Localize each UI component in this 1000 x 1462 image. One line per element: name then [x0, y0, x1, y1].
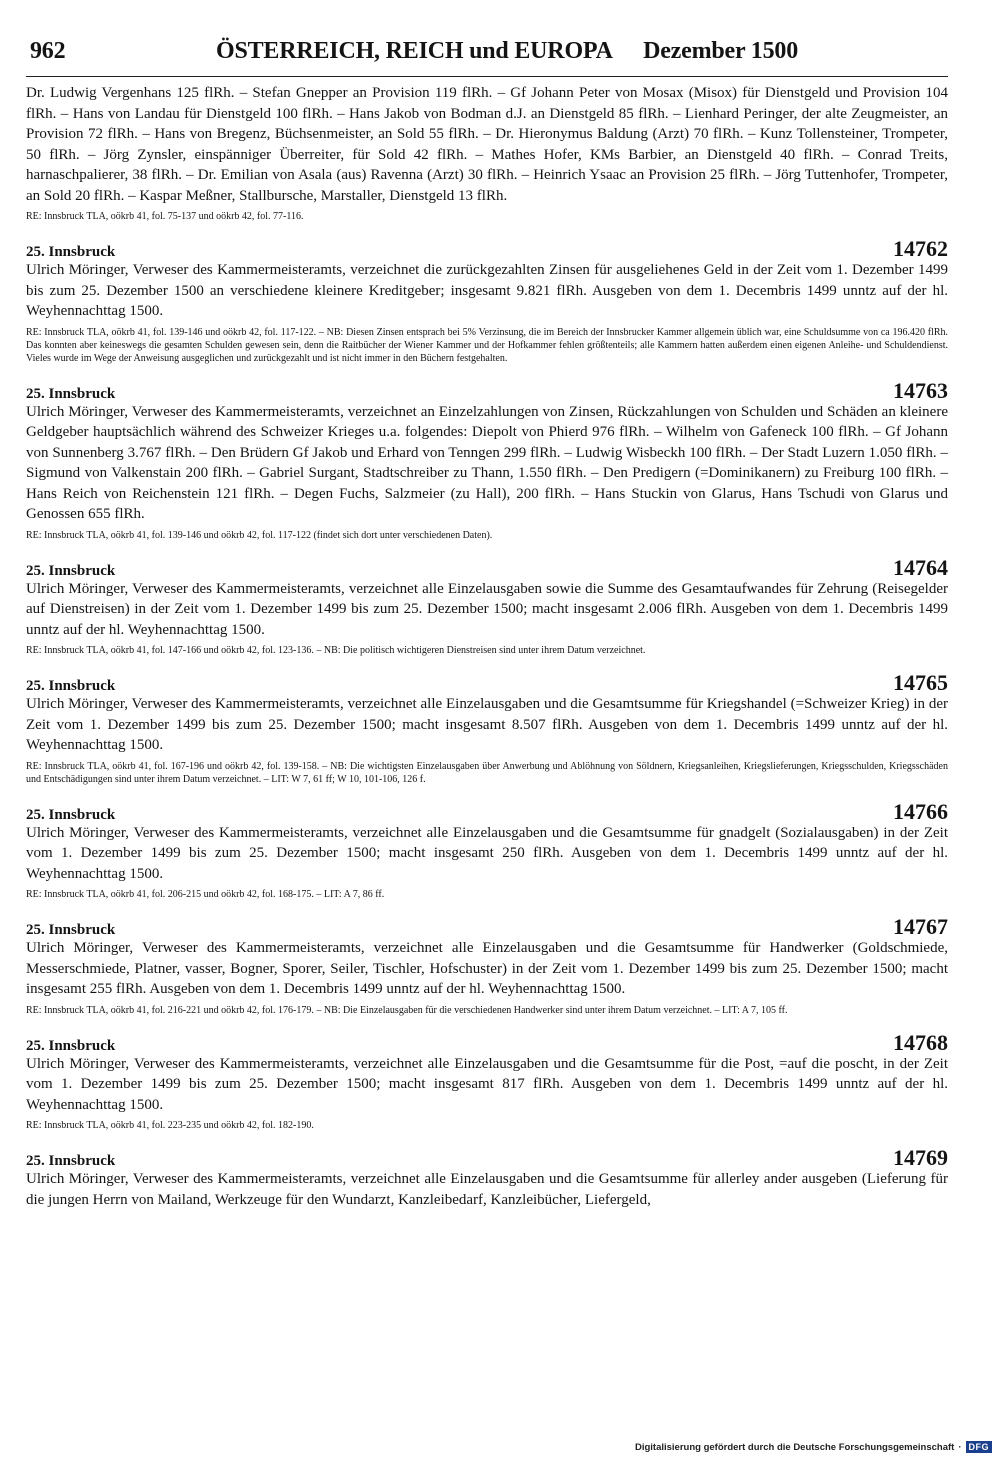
entry-reference: RE: Innsbruck TLA, oökrb 41, fol. 139-146 und oökrb 42, fol. 117-122. – NB: Diesen Zinsen entsprach bei 5% Verzinsung, die im Bereich der Innsbrucker Kammer allgemein üblich war, eine Schuldsumme von ca 196.420 flRh. Das konnten aber keineswegs die gesamten Schulden gewesen sein, denn die Raitbücher der Wiener Kammer und der Hofkammer fehlen größtenteils; alle Kammern hatten außerdem einen eigenen Anleihe- und Schuldendienst. Vieles wurde im Wege der Anweisung ausgeglichen und zurückgezahlt und ist nicht immer in den Büchern festgehalten.	[26, 326, 948, 364]
entry-head	[26, 555, 948, 579]
entry-head	[26, 236, 948, 260]
entry-reference: RE: Innsbruck TLA, oökrb 41, fol. 206-215 und oökrb 42, fol. 168-175. – LIT: A 7, 86 ff.	[26, 889, 385, 900]
entry-location: 25. Innsbruck	[26, 922, 116, 938]
entry-reference: RE: Innsbruck TLA, oökrb 41, fol. 223-235 und oökrb 42, fol. 182-190.	[26, 1120, 314, 1131]
entry-text: Ulrich Möringer, Verweser des Kammermeisteramts, verzeichnet alle Einzelausgaben sowie die Summe des Gesamtaufwandes für Zehrung (Reisegelder auf Dienstreisen) in der Zeit vom 1. Dezember 1499 bis zum 25. Dezember 1500; macht insgesamt 2.006 flRh. Ausgeben von dem 1. Decembris 1499 unntz auf der hl. Weyhennachttag 1500.	[26, 580, 948, 638]
entry-location: 25. Innsbruck	[26, 244, 116, 260]
funding-footer: Digitalisierung gefördert durch die Deutsche Forschungsgemeinschaft · DFG	[635, 1441, 992, 1453]
entry-reference: RE: Innsbruck TLA, oökrb 41, fol. 216-221 und oökrb 42, fol. 176-179. – NB: Die Einzelausgaben für die verschiedenen Handwerker sind unter ihrem Datum verzeichnet. – LIT: A 7, 105 ff.	[26, 1004, 788, 1016]
entry-text: Ulrich Möringer, Verweser des Kammermeisteramts, verzeichnet alle Einzelausgaben und die Gesamtsumme für Kriegshandel (=Schweizer Krieg) in der Zeit vom 1. Dezember 1499 bis zum 25. Dezember 1500; macht insgesamt 8.507 flRh. Ausgeben von dem 1. Decembris 1499 unntz auf der hl. Weyhennachttag 1500.	[26, 696, 948, 753]
intro-text: Dr. Ludwig Vergenhans 125 flRh. – Stefan Gnepper an Provision 119 flRh. – Gf Johann Peter von Mosax (Misox) für Dienstgeld und Provision 104 flRh. – Hans von Landau für Dienstgeld 100 flRh. – Hans Jakob von Bodman d.J. an Dienstgeld 85 flRh. – Lienhard Peringer, der alte Zeugmeister, an Provision 72 flRh. – Hans von Bregenz, Büchsenmeister, an Sold 55 flRh. – Dr. Hieronymus Baldung (Arzt) 70 flRh. – Kunz Tollensteiner, Trompeter, 50 flRh. – Jörg Zynsler, einspänniger Überreiter, für Sold 42 flRh. – Mathes Hofer, KMs Barbier, an Dienstgeld 40 flRh. – Conrad Treits, harnaschpalierer, 38 flRh. – Dr. Emilian von Asala (aus) Ravenna (Arzt) 30 flRh. – Heinrich Ysaac an Provision 25 flRh. – Jörg Tuttenhofer, Trompeter, an Sold 20 flRh. – Kaspar Meßner, Stallbursche, Marstaller, Dienstgeld 13 flRh.	[26, 85, 948, 204]
document-page	[26, 26, 948, 1210]
entry-reference: RE: Innsbruck TLA, oökrb 41, fol. 147-166 und oökrb 42, fol. 123-136. – NB: Die politisch wichtigeren Dienstreisen sind unter ihrem Datum verzeichnet.	[26, 645, 646, 656]
entry-14764	[26, 555, 948, 658]
entry-location: 25. Innsbruck	[26, 385, 116, 402]
entry-head	[26, 799, 948, 823]
entry-14763	[26, 378, 948, 542]
entry-14765	[26, 670, 948, 786]
entry-text: Ulrich Möringer, Verweser des Kammermeisteramts, verzeichnet alle Einzelausgaben und die Gesamtsumme für allerley ander ausgeben (Lieferung für die jungen Herrn von Mailand, Werkzeuge für den Wundarzt, Kanzleibedarf, Kanzleibücher, Liefergeld,	[26, 1171, 948, 1208]
page-header	[26, 26, 948, 77]
entry-number: 14767	[893, 914, 948, 939]
entry-location: 25. Innsbruck	[26, 1037, 116, 1054]
entry-number: 14762	[893, 236, 948, 261]
entry-text: Ulrich Möringer, Verweser des Kammermeisteramts, verzeichnet die zurückgezahlten Zinsen für ausgeliehenes Geld in der Zeit vom 1. Dezember 1499 bis zum 25. Dezember 1500 an verschiedene kleinere Kreditgeber; insgesamt 9.821 flRh. Ausgeben von dem 1. Decembris 1499 unntz auf der hl. Weyhennachttag 1500.	[26, 262, 948, 319]
entry-text: Ulrich Möringer, Verweser des Kammermeisteramts, verzeichnet alle Einzelausgaben und die Gesamtsumme für gnadgelt (Sozialausgaben) in der Zeit vom 1. Dezember 1499 bis zum 25. Dezember 1500; macht insgesamt 250 flRh. Ausgeben von dem 1. Decembris 1499 unntz auf der hl. Weyhennachttag 1500.	[26, 824, 948, 882]
entry-text: Ulrich Möringer, Verweser des Kammermeisteramts, verzeichnet alle Einzelausgaben und die Gesamtsumme für die Post, =auf die poscht, in der Zeit vom 1. Dezember 1499 bis zum 25. Dezember 1500; macht insgesamt 817 flRh. Ausgeben von dem 1. Decembris 1499 unntz auf der hl. Weyhennachttag 1500.	[26, 1055, 948, 1113]
entry-text: Ulrich Möringer, Verweser des Kammermeisteramts, verzeichnet alle Einzelausgaben und die Gesamtsumme für Handwerker (Goldschmiede, Messerschmiede, Platner, vasser, Bogner, Sporer, Seiler, Tischler, Hofschuster) in der Zeit vom 1. Dezember 1499 bis zum 25. Dezember 1500; macht insgesamt 255 flRh. Ausgeben von dem 1. Decembris 1499 unntz auf der hl. Weyhennachttag 1500.	[26, 940, 948, 997]
entry-head	[26, 1145, 948, 1169]
entry-number: 14763	[893, 377, 948, 403]
entry-text: Ulrich Möringer, Verweser des Kammermeisteramts, verzeichnet an Einzelzahlungen von Zinsen, Rückzahlungen von Schulden und Schäden an kleinere Geldgeber hauptsächlich während des Schweizer Krieges u.a. folgendes: Diepolt von Phierd 976 flRh. – Wilhelm von Gafeneck 100 flRh. – Gf Johann von Sunnenberg 3.767 flRh. – Den Brüdern Gf Jakob und Erhard von Tenngen 299 flRh. – Ludwig Wisbeckh 100 flRh. – Der Stadt Luzern 1.050 flRh. – Sigmund von Valkenstain 200 flRh. – Gabriel Surgant, Stadtschreiber zu Thann, 1.550 flRh. – Den Predigern (=Dominikanern) zu Freiburg 100 flRh. – Hans Reich von Reichenstein 121 flRh. – Degen Fuchs, Salzmeier (zu Hall), 200 flRh. – Hans Stuckin von Glarus, Hans Tschudi von Glarus und Genossen 655 flRh.	[26, 403, 948, 522]
entry-head	[26, 914, 948, 938]
intro-reference: RE: Innsbruck TLA, oökrb 41, fol. 75-137 und oökrb 42, fol. 77-116.	[26, 211, 304, 222]
running-title: ÖSTERREICH, REICH und EUROPA	[216, 38, 613, 64]
entry-location: 25. Innsbruck	[26, 678, 116, 694]
dfg-logo: DFG	[966, 1441, 993, 1453]
entry-location: 25. Innsbruck	[26, 562, 116, 579]
entry-head	[26, 1030, 948, 1054]
footer-text: Digitalisierung gefördert durch die Deutsche Forschungsgemeinschaft	[634, 1441, 955, 1453]
intro-continuation	[26, 83, 948, 223]
entry-number: 14768	[893, 1029, 948, 1055]
entry-14762	[26, 236, 948, 365]
entry-location: 25. Innsbruck	[26, 1153, 116, 1169]
entry-reference: RE: Innsbruck TLA, oökrb 41, fol. 139-146 und oökrb 42, fol. 117-122 (findet sich dort unter verschiedenen Daten).	[26, 529, 493, 541]
page-number: 962	[30, 38, 66, 64]
entry-number: 14765	[893, 670, 948, 695]
entry-head	[26, 670, 948, 694]
entry-14766	[26, 799, 948, 902]
entry-number: 14766	[893, 798, 948, 824]
entry-14769	[26, 1145, 948, 1210]
entry-number: 14764	[893, 554, 948, 580]
entry-reference: RE: Innsbruck TLA, oökrb 41, fol. 167-196 und oökrb 42, fol. 139-158. – NB: Die wichtigsten Einzelausgaben über Anwerbung und Ablöhnung von Söldnern, Kriegsanleihen, Kriegslieferungen, Kriegsschulden, Kriegsschäden und Entschädigungen sind unter ihrem Datum verzeichnet. – LIT: W 7, 61 ff; W 10, 101-106, 126 f.	[26, 760, 948, 785]
entry-head	[26, 378, 948, 402]
entry-number: 14769	[893, 1145, 948, 1170]
entry-location: 25. Innsbruck	[26, 806, 116, 823]
entry-14768	[26, 1030, 948, 1133]
running-date: Dezember 1500	[643, 38, 798, 64]
entry-14767	[26, 914, 948, 1017]
